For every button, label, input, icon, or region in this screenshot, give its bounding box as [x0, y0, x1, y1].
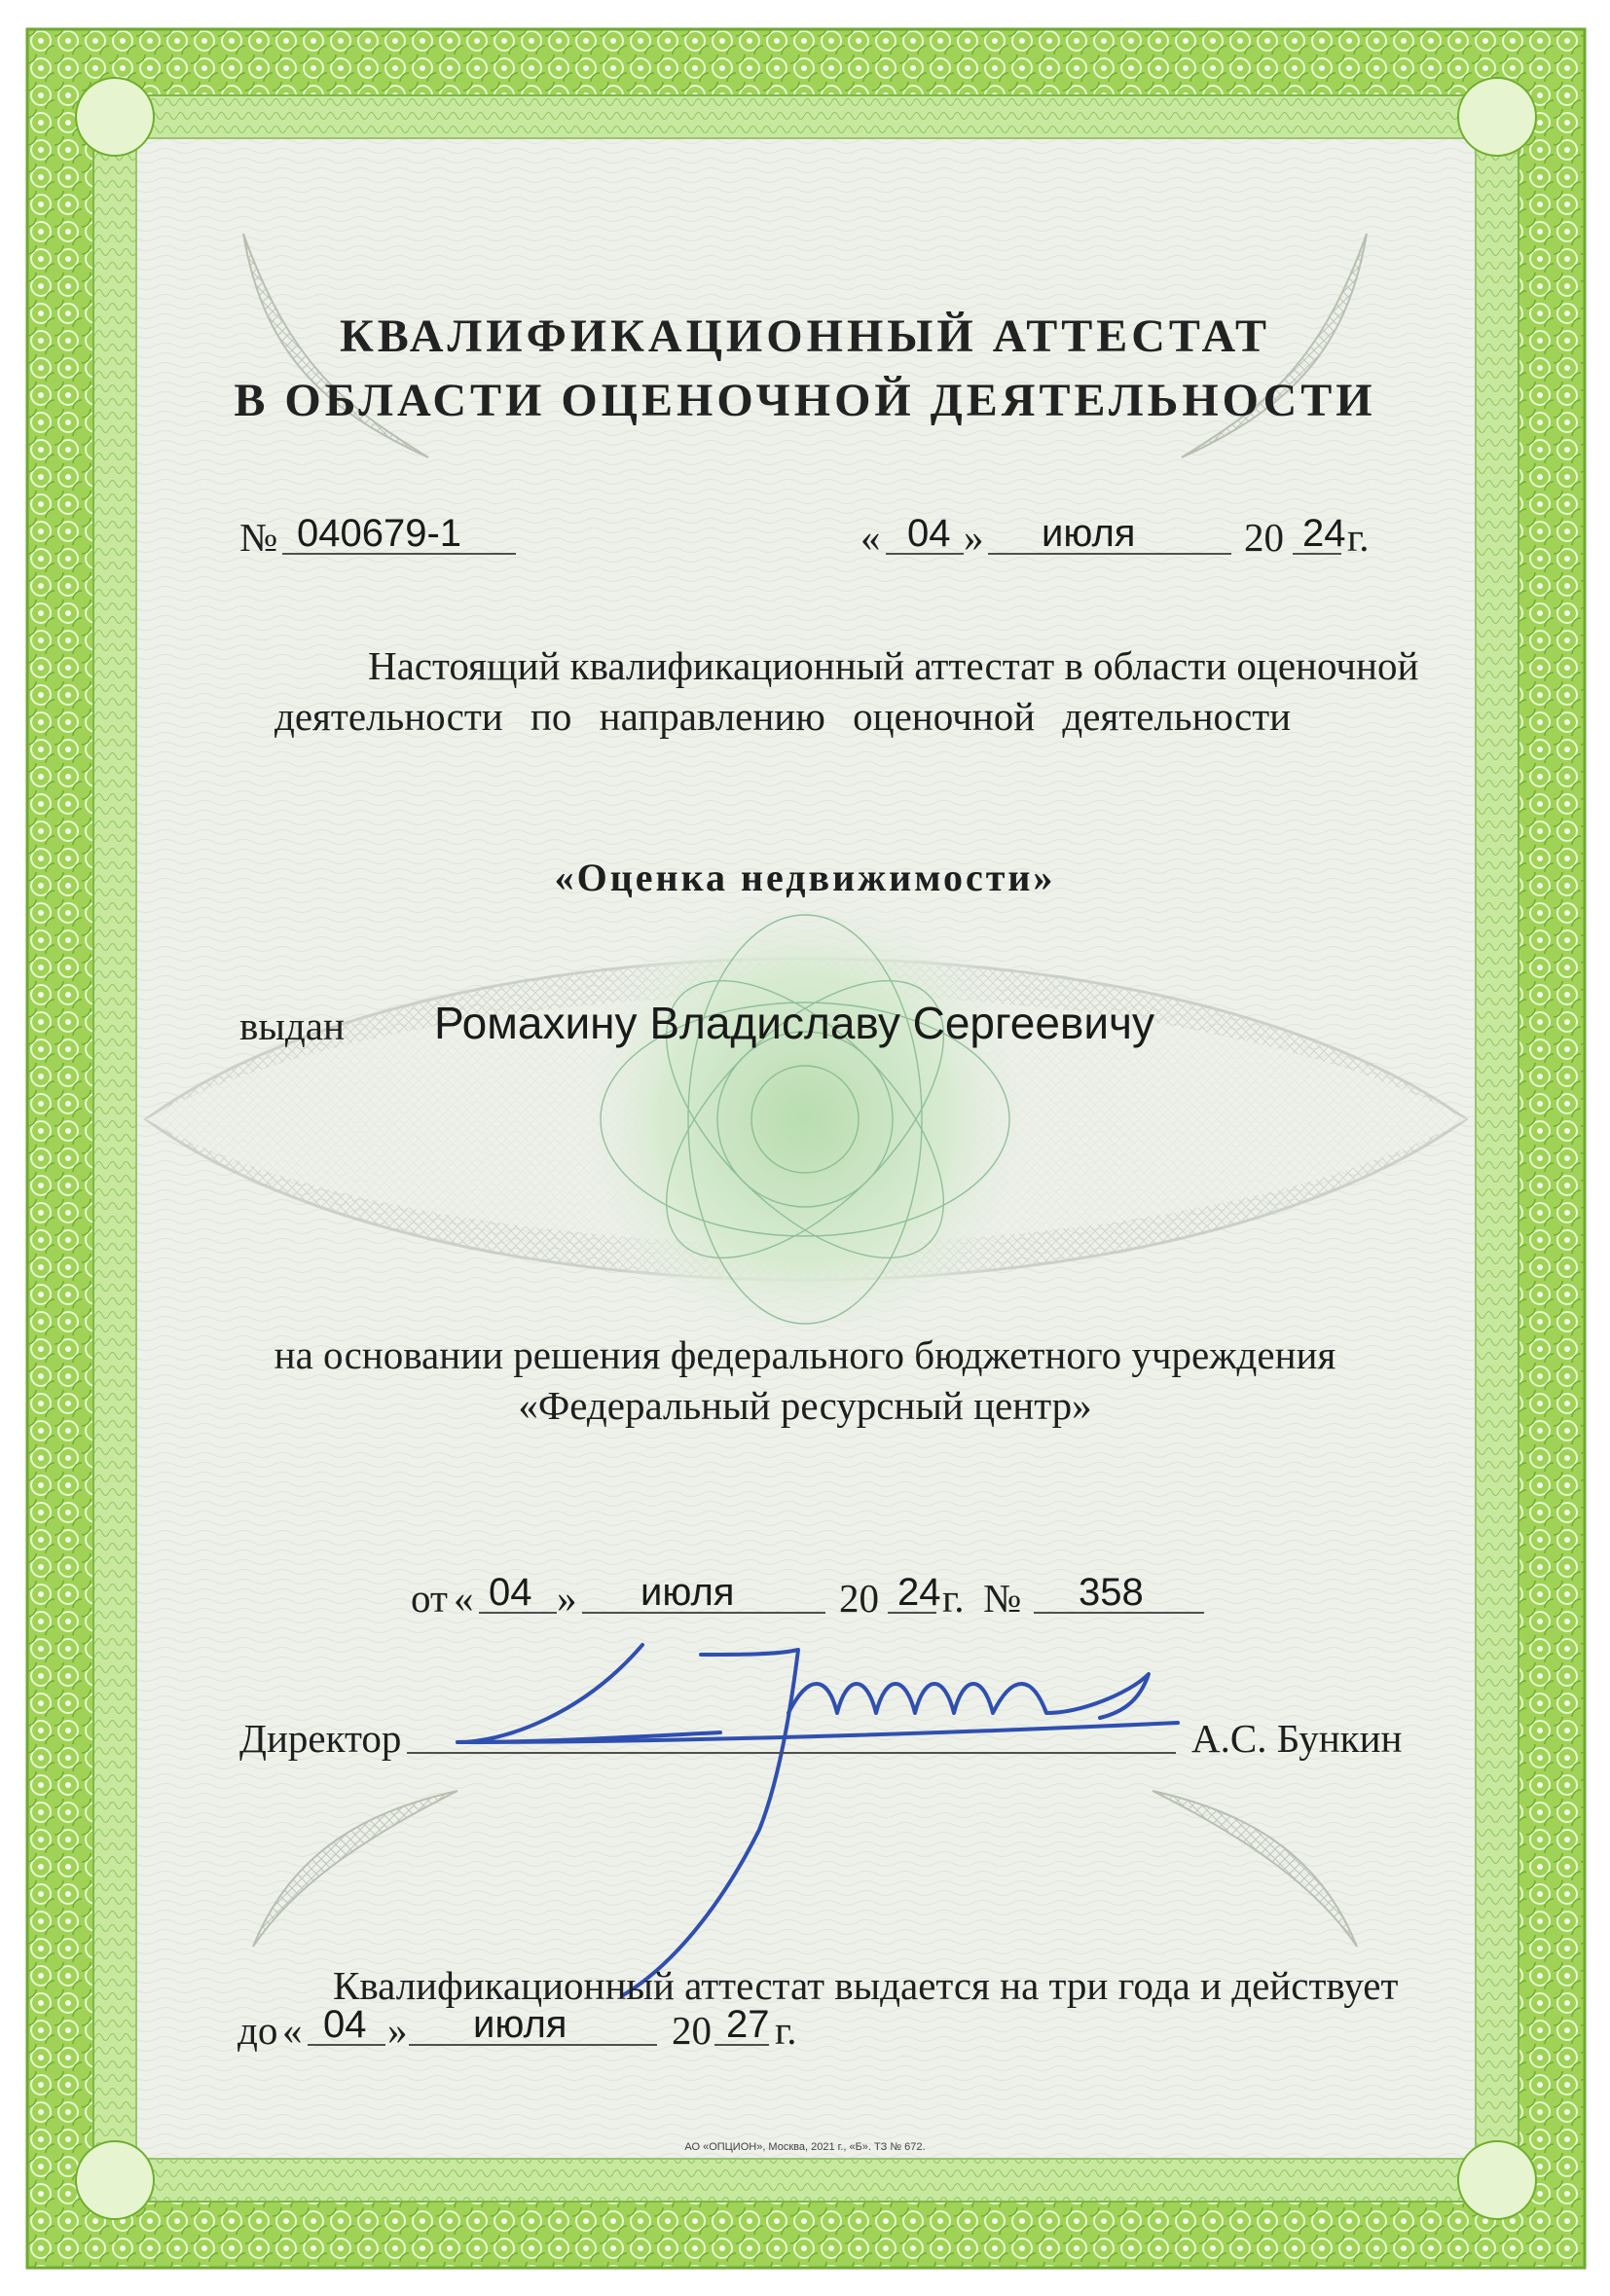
decision-number-sign: №	[983, 1576, 1022, 1621]
decision-number-underline	[1034, 1612, 1204, 1614]
issue-month-underline	[988, 553, 1231, 555]
director-signature-line	[407, 1752, 1176, 1754]
issue-date-month: июля	[1042, 512, 1136, 555]
number-underline	[282, 553, 516, 555]
decision-year-suffix: 24	[897, 1571, 941, 1614]
issue-day-underline	[886, 553, 964, 555]
valid-until-close-quote: »	[387, 2008, 408, 2053]
decision-month-underline	[582, 1612, 825, 1614]
number-sign: №	[239, 515, 278, 560]
basis-line1: на основании решения федерального бюджетного учреждения	[274, 1332, 1336, 1377]
intro-line2: деятельности по направлению оценочной деятельности	[274, 694, 1292, 739]
decision-close-quote: »	[557, 1576, 577, 1621]
holder-name: Ромахину Владиславу Сергеевичу	[434, 998, 1155, 1048]
issued-to-label: выдан	[239, 1003, 345, 1048]
valid-until-open-quote: «	[282, 2008, 303, 2053]
basis-line2: «Федеральный ресурсный центр»	[518, 1383, 1092, 1428]
decision-day: 04	[489, 1571, 532, 1614]
issue-date-year-mark: г.	[1347, 515, 1370, 560]
decision-from-label: от	[411, 1576, 448, 1621]
decision-year-prefix: 20	[839, 1576, 879, 1621]
issue-date-open-quote: «	[860, 515, 881, 560]
decision-open-quote: «	[454, 1576, 474, 1621]
valid-until-year-mark: г.	[775, 2008, 797, 2053]
intro-line1: Настоящий квалификационный аттестат в области оценочной	[368, 643, 1419, 688]
decision-number: 358	[1079, 1571, 1144, 1614]
valid-month-underline	[409, 2044, 657, 2046]
valid-year-underline	[714, 2044, 769, 2046]
decision-year-mark: г.	[942, 1576, 965, 1621]
certificate-number: 040679-1	[297, 512, 462, 555]
valid-until-day: 04	[323, 2003, 367, 2046]
valid-until-month: июля	[473, 2003, 567, 2046]
printer-imprint: АО «ОПЦИОН», Москва, 2021 г., «Б». ТЗ № 672.	[684, 2141, 926, 2153]
valid-until-year-suffix: 27	[726, 2003, 770, 2046]
certificate-title-line1: КВАЛИФИКАЦИОННЫЙ АТТЕСТАТ	[340, 310, 1270, 362]
issue-date-close-quote: »	[964, 515, 984, 560]
valid-day-underline	[308, 2044, 385, 2046]
direction-title: «Оценка недвижимости»	[554, 856, 1056, 899]
issue-year-underline	[1293, 553, 1341, 555]
decision-day-underline	[479, 1612, 557, 1614]
issue-date-year-suffix: 24	[1302, 512, 1346, 555]
validity-line: Квалификационный аттестат выдается на три года и действует	[333, 1963, 1399, 2008]
certificate-title-line2: В ОБЛАСТИ ОЦЕНОЧНОЙ ДЕЯТЕЛЬНОСТИ	[234, 375, 1376, 426]
decision-month: июля	[640, 1571, 735, 1614]
issue-date-day: 04	[907, 512, 951, 555]
valid-until-year-prefix: 20	[672, 2008, 712, 2053]
decision-year-underline	[888, 1612, 936, 1614]
valid-until-label: до	[238, 2008, 278, 2053]
issue-date-year-prefix: 20	[1244, 515, 1284, 560]
director-label: Директор	[239, 1716, 402, 1761]
director-name: А.С. Бункин	[1191, 1716, 1403, 1761]
